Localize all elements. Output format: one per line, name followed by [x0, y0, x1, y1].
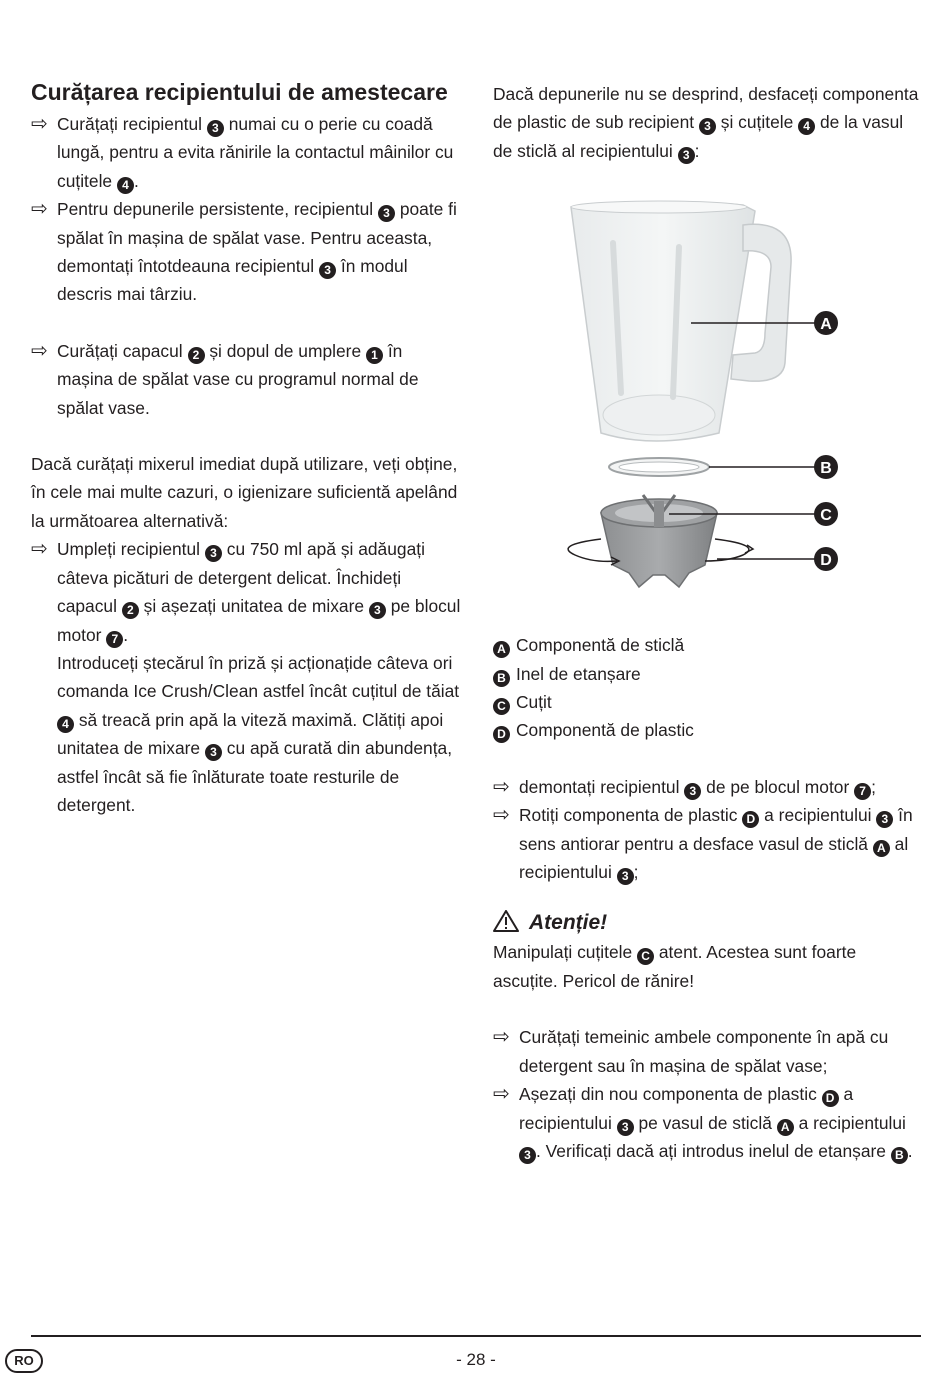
- ref-number: 3: [378, 205, 395, 222]
- arrow-right-icon: ⇨: [31, 339, 48, 362]
- ref-number: 3: [205, 744, 222, 761]
- ref-number: 7: [854, 783, 871, 800]
- ref-letter: C: [637, 948, 654, 965]
- step-remove-jar: ⇨ demontați recipientul 3 de pe blocul motor 7 ;: [493, 773, 921, 801]
- country-code-badge: RO: [5, 1349, 43, 1373]
- arrow-right-icon: ⇨: [493, 1083, 510, 1106]
- ref-number: 3: [207, 120, 224, 137]
- page-number: - 28 -: [456, 1350, 496, 1369]
- legend-item: D Componentă de plastic: [493, 716, 921, 744]
- legend-key: B: [493, 670, 510, 687]
- ref-number: 3: [684, 783, 701, 800]
- ref-number: 4: [57, 716, 74, 733]
- ref-number: 3: [319, 262, 336, 279]
- paragraph-alternative: Dacă curățați mixerul imediat după utilizare, veți obține, în cele mai multe cazuri, o igienizare suficientă apelând la următoarea alternativă:: [31, 454, 458, 531]
- ref-number: 4: [798, 118, 815, 135]
- ref-number: 2: [188, 347, 205, 364]
- step-wash-parts: ⇨ Curățați temeinic ambele componente în apă cu detergent sau în mașina de spălat vase;: [493, 1023, 921, 1080]
- left-column: [31, 76, 461, 819]
- label-b: B: [820, 460, 832, 478]
- ref-number: 3: [876, 811, 893, 828]
- legend-key: A: [493, 641, 510, 658]
- legend-key: D: [493, 726, 510, 743]
- arrow-right-icon: ⇨: [493, 775, 510, 798]
- label-c: C: [820, 507, 832, 525]
- ref-number: 3: [617, 868, 634, 885]
- warning-triangle-icon: [493, 910, 519, 932]
- step-rotate-base: ⇨ Rotiți componenta de plastic D a recipientului 3 în sens antiorar pentru a desface vasul de sticlă A al recipientului 3 ;: [493, 801, 921, 886]
- legend-item: B Inel de etanșare: [493, 660, 921, 688]
- legend-key: C: [493, 698, 510, 715]
- ref-number: 3: [678, 147, 695, 164]
- ref-number: 3: [699, 118, 716, 135]
- intro-paragraph: Dacă depunerile nu se desprind, desfaceți componenta de plastic de sub recipient 3 și cuțitele 4 de la vasul de sticlă al recipientului 3 :: [493, 84, 919, 162]
- blender-jar-exploded-diagram: [493, 183, 921, 623]
- bullet-dishwasher: ⇨ Pentru depunerile persistente, recipientul 3 poate fi spălat în mașina de spălat vase. Pentru aceasta, demontați întotdeauna recipientul 3 în modul descris mai târziu.: [31, 195, 461, 309]
- ref-number: 1: [366, 347, 383, 364]
- bullet-fill-water: ⇨ Umpleți recipientul 3 cu 750 ml apă și adăugați câteva picături de detergent delicat. Închideți capacul 2 și așezați unitatea de mixare 3 pe blocul motor 7 . Introduceți ștecărul în priză și acționațide câteva ori comanda Ice Crush/Clean astfel încât cuțitul de tăiat 4 să treacă prin apă la viteză maximă. Clătiți apoi unitatea de mixare 3 cu apă curată din abundența, astfel încât să fie înlăturate toate resturile de detergent.: [31, 535, 461, 819]
- right-column: [493, 76, 921, 1165]
- label-d: D: [820, 552, 832, 570]
- step-reassemble: ⇨ Așezați din nou componenta de plastic D a recipientului 3 pe vasul de sticlă A a recipientului 3 . Verificați dacă ați introdus inelul de etanșare B .: [493, 1080, 921, 1165]
- blender-jar-illustration: [493, 183, 921, 623]
- section-title: Curățarea recipientului de amestecare: [31, 79, 448, 105]
- legend-item: C Cuțit: [493, 688, 921, 716]
- warning-heading: Atenție!: [493, 908, 921, 938]
- arrow-right-icon: ⇨: [493, 804, 510, 827]
- arrow-right-icon: ⇨: [31, 198, 48, 221]
- ref-number: 3: [617, 1119, 634, 1136]
- ref-number: 3: [519, 1147, 536, 1164]
- warning-text: Manipulați cuțitele C atent. Acestea sunt foarte ascuțite. Pericol de rănire!: [493, 942, 857, 991]
- ref-number: 3: [205, 545, 222, 562]
- ref-number: 3: [369, 602, 386, 619]
- arrow-right-icon: ⇨: [31, 538, 48, 561]
- ref-letter: B: [891, 1147, 908, 1164]
- ref-letter: D: [742, 811, 759, 828]
- ref-number: 2: [122, 602, 139, 619]
- ref-letter: D: [822, 1090, 839, 1107]
- arrow-right-icon: ⇨: [493, 1026, 510, 1049]
- bullet-clean-brush: ⇨ Curățați recipientul 3 numai cu o perie cu coadă lungă, pentru a evita rănirile la contactul mâinilor cu cuțitele 4 .: [31, 110, 461, 195]
- bullet-clean-lid: ⇨ Curățați capacul 2 și dopul de umplere 1 în mașina de spălat vase cu programul normal de spălat vase.: [31, 337, 461, 422]
- ref-number: 4: [117, 177, 134, 194]
- legend-item: A Componentă de sticlă: [493, 631, 921, 659]
- arrow-right-icon: ⇨: [31, 113, 48, 135]
- figure-legend: [493, 631, 921, 745]
- footer-divider: [31, 1335, 921, 1337]
- ref-letter: A: [777, 1119, 794, 1136]
- label-a: A: [820, 316, 832, 334]
- ref-letter: A: [873, 840, 890, 857]
- ref-number: 7: [106, 631, 123, 648]
